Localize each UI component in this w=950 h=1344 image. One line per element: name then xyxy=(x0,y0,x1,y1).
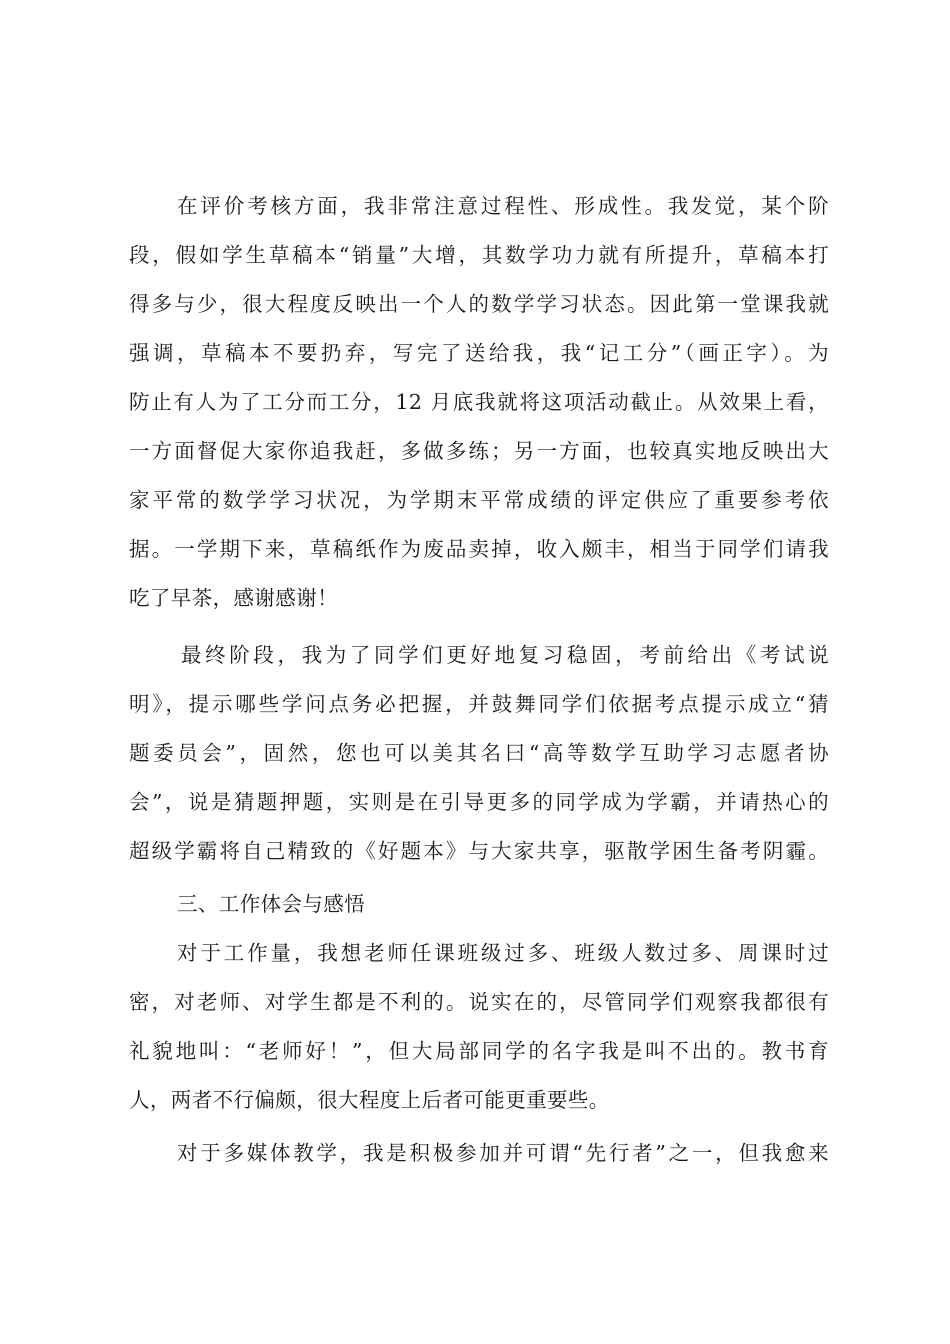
paragraph-line: 密，对老师、对学生都是不利的。说实在的，尽管同学们观察我都很有 xyxy=(129,990,829,1014)
paragraph-line: 得多与少，很大程度反映出一个人的数学学习状态。因此第一堂课我就 xyxy=(129,292,829,316)
section-heading: 三、工作体会与感悟 xyxy=(177,892,366,916)
paragraph-line: 对于工作量，我想老师任课班级过多、班级人数过多、周课时过 xyxy=(177,941,829,965)
paragraph-line: 对于多媒体教学，我是积极参加并可谓“先行者”之一，但我愈来 xyxy=(177,1141,829,1165)
paragraph-line: 最终阶段，我为了同学们更好地复习稳固，考前给出《考试说 xyxy=(181,643,829,667)
paragraph-line: 防止有人为了工分而工分，12 月底我就将这项活动截止。从效果上看， xyxy=(129,390,829,414)
paragraph-line: 人，两者不行偏颇，很大程度上后者可能更重要些。 xyxy=(129,1088,610,1112)
paragraph-line: 明》，提示哪些学问点务必把握，并鼓舞同学们依据考点提示成立“猜 xyxy=(129,692,829,716)
paragraph-line: 超级学霸将自己精致的《好题本》与大家共享，驱散学困生备考阴霾。 xyxy=(129,839,829,863)
paragraph-line: 会”，说是猜题押题，实则是在引导更多的同学成为学霸，并请热心的 xyxy=(129,790,829,814)
paragraph-line: 家平常的数学学习状况，为学期末平常成绩的评定供应了重要参考依 xyxy=(129,488,829,512)
paragraph-line: 段，假如学生草稿本“销量”大增，其数学功力就有所提升，草稿本打 xyxy=(129,243,829,267)
paragraph-line: 在评价考核方面，我非常注意过程性、形成性。我发觉，某个阶 xyxy=(177,194,829,218)
paragraph-line: 礼貌地叫：“老师好！”，但大局部同学的名字我是叫不出的。教书育 xyxy=(129,1039,829,1063)
paragraph-line: 一方面督促大家你追我赶，多做多练；另一方面，也较真实地反映出大 xyxy=(129,439,829,463)
paragraph-line: 强调，草稿本不要扔弃，写完了送给我，我“记工分”（画正字）。为 xyxy=(129,341,829,365)
paragraph-line: 题委员会”，固然，您也可以美其名曰“高等数学互助学习志愿者协 xyxy=(129,741,829,765)
paragraph-line: 据。一学期下来，草稿纸作为废品卖掉，收入颇丰，相当于同学们请我 xyxy=(129,537,829,561)
paragraph-line: 吃了早茶，感谢感谢！ xyxy=(129,586,338,610)
